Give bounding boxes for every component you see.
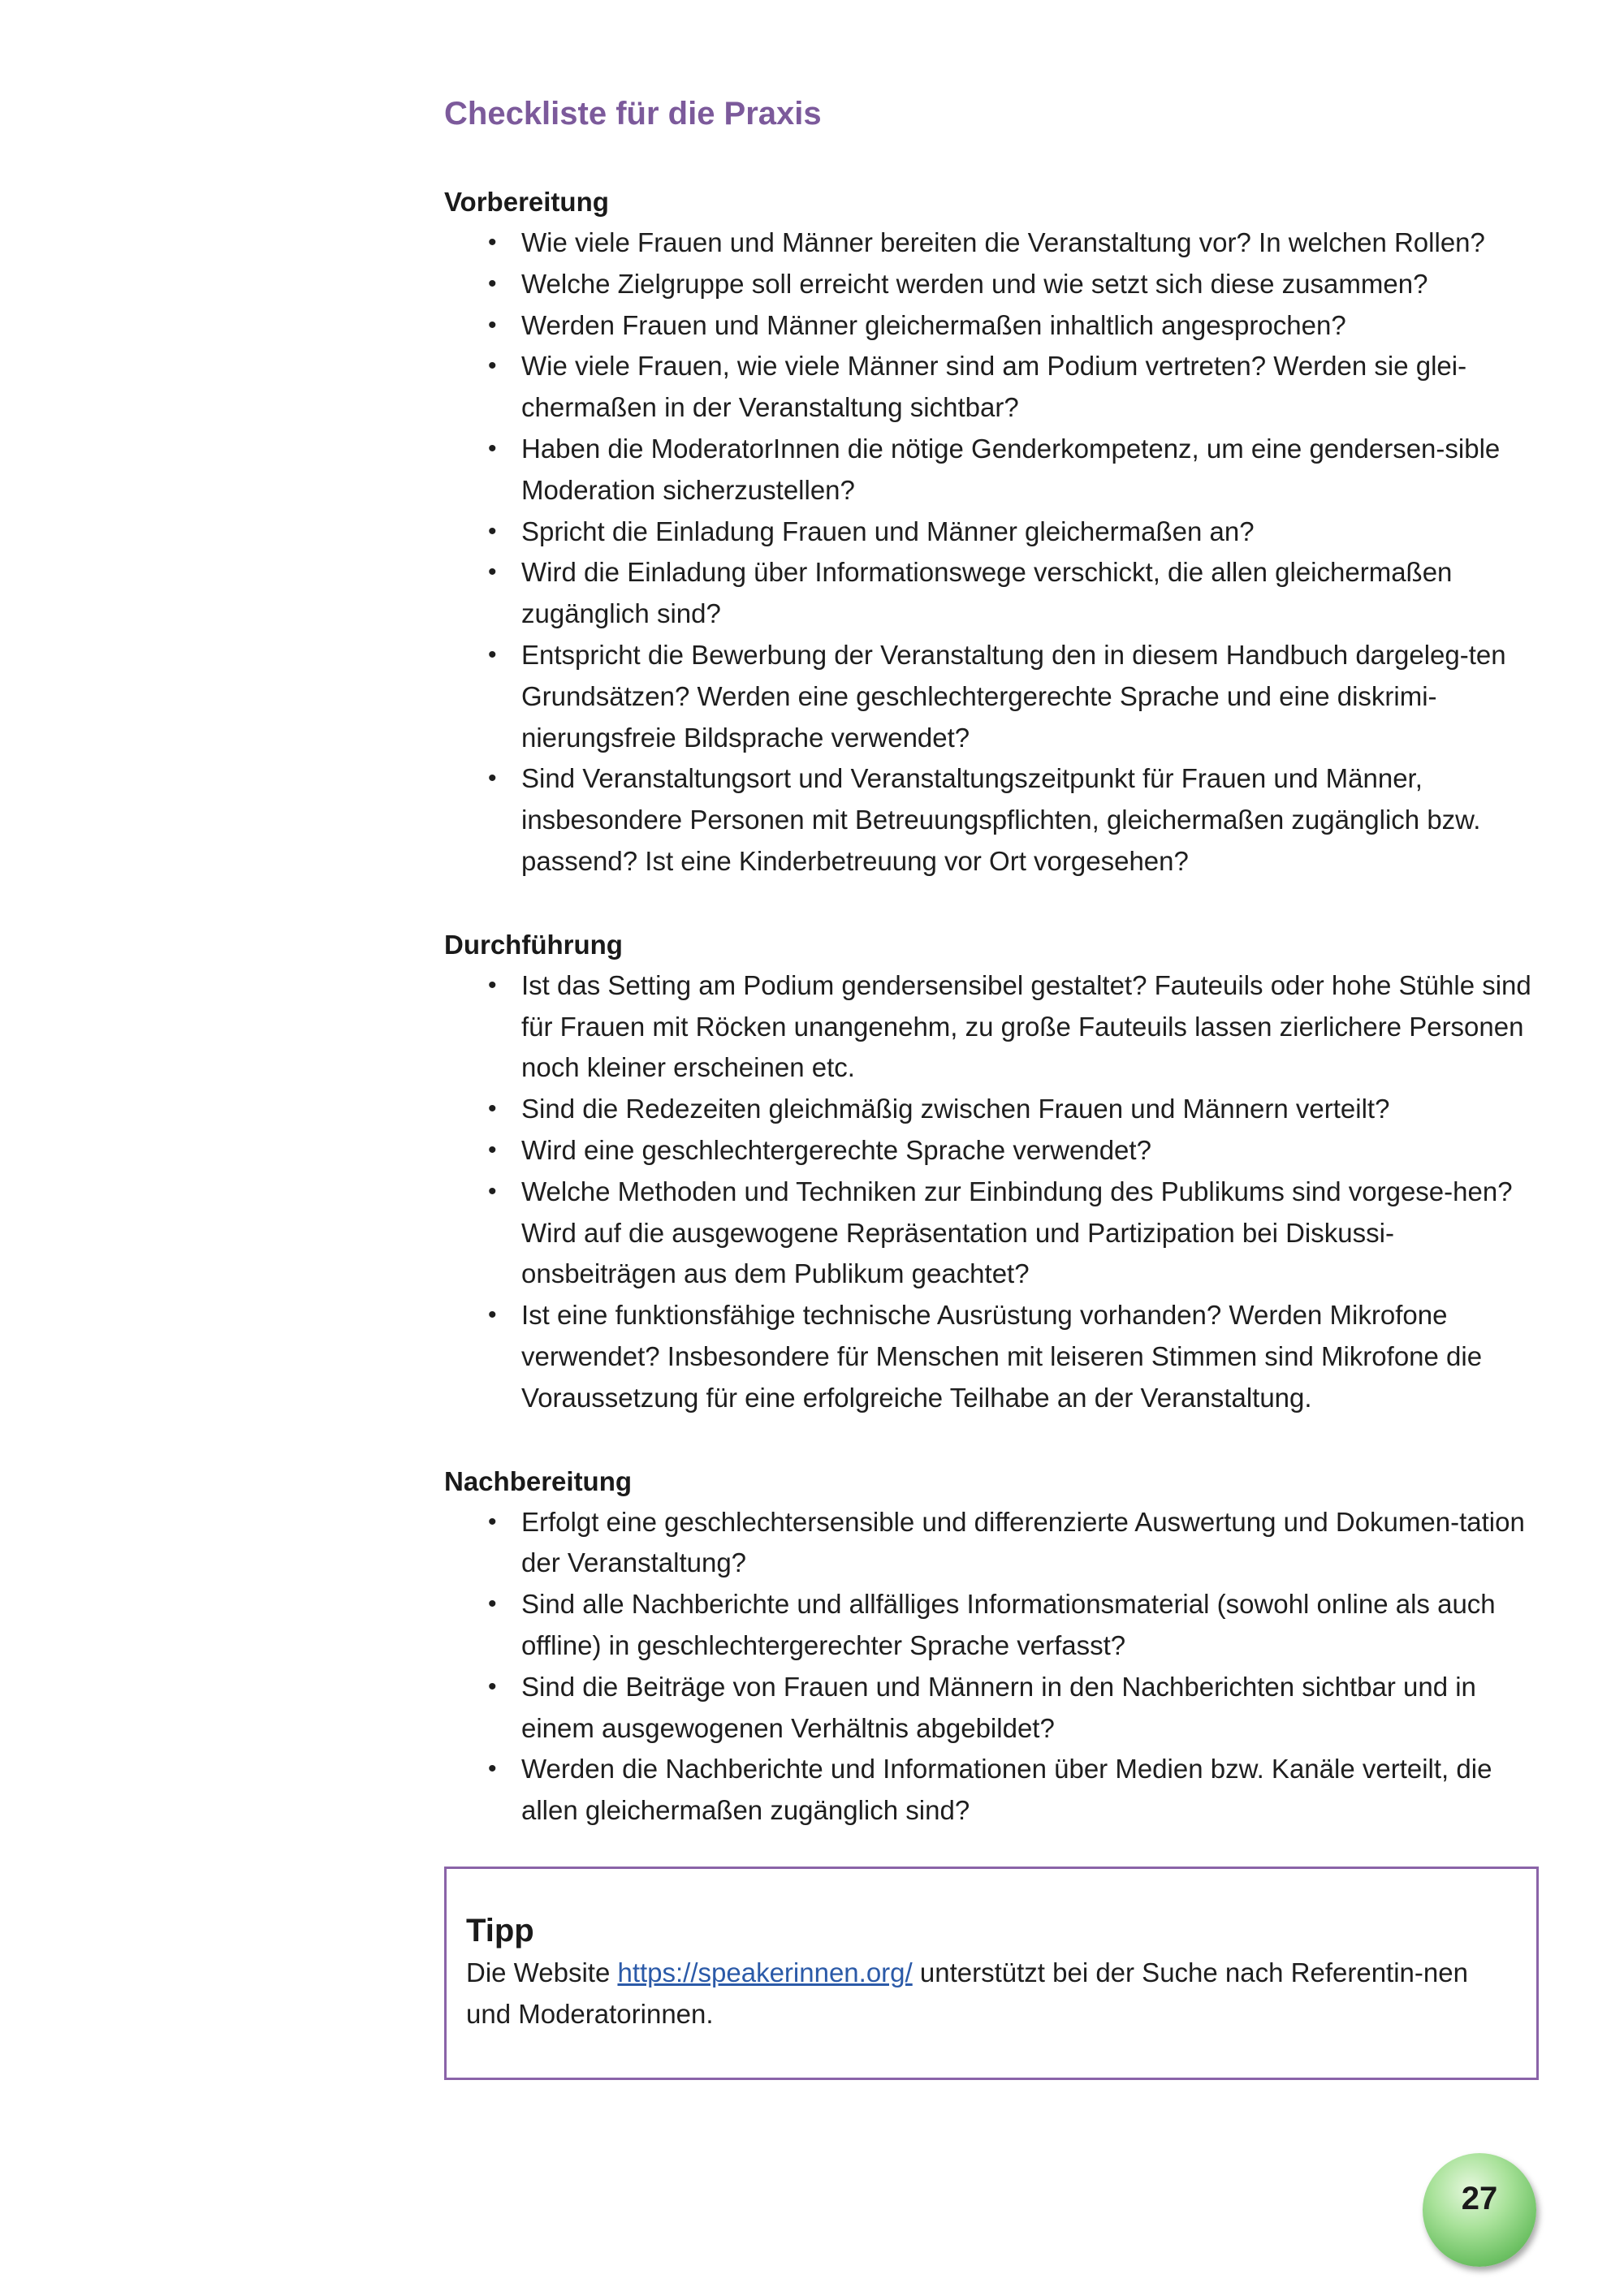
checklist-item <box>444 222 1540 264</box>
checklist-item-text: Sind die Beiträge von Frauen und Männern in den Nachberichten sichtbar und in einem ausgewogenen Verhältnis abgebildet? <box>521 1671 1476 1743</box>
bullet-icon: • <box>488 1755 497 1783</box>
bullet-icon: • <box>488 517 497 545</box>
page-content <box>444 88 1540 1874</box>
bullet-icon: • <box>488 434 497 462</box>
bullet-icon: • <box>488 1136 497 1163</box>
bullet-icon: • <box>488 1590 497 1618</box>
tip-text <box>466 1952 1517 2035</box>
bullet-icon: • <box>488 641 497 668</box>
checklist-item <box>444 758 1540 882</box>
checklist-item-text: Haben die ModeratorInnen die nötige Genderkompetenz, um eine gendersen-sible Moderation sicherzustellen? <box>521 433 1501 505</box>
checklist-item <box>444 635 1540 758</box>
section-heading: Nachbereitung <box>444 1465 633 1496</box>
checklist <box>444 1502 1540 1832</box>
checklist-item-text: Wie viele Frauen und Männer bereiten die Veranstaltung vor? In welchen Rollen? <box>521 227 1485 257</box>
checklist-item-text: Erfolgt eine geschlechtersensible und differenzierte Auswertung und Dokumen-tation der Veranstaltung? <box>521 1506 1525 1578</box>
page-title: Checkliste für die Praxis <box>444 96 822 132</box>
checklist-item-text: Werden Frauen und Männer gleichermaßen inhaltlich angesprochen? <box>521 309 1346 340</box>
checklist-item <box>444 1130 1540 1172</box>
checklist-item-text: Sind die Redezeiten gleichmäßig zwischen Frauen und Männern verteilt? <box>521 1094 1390 1124</box>
bullet-icon: • <box>488 311 497 339</box>
page-number: 27 <box>1461 2180 1498 2216</box>
bullet-icon: • <box>488 1095 497 1123</box>
bullet-icon: • <box>488 1508 497 1535</box>
checklist-item-text: Wie viele Frauen, wie viele Männer sind am Podium vertreten? Werden sie glei-chermaßen in der Veranstaltung sichtbar? <box>521 351 1467 423</box>
bullet-icon: • <box>488 559 497 586</box>
checklist-item-text: Sind alle Nachberichte und allfälliges Informationsmaterial (sowohl online als auch offline) in geschlechtergerechter Sprache verfasst? <box>521 1589 1496 1660</box>
checklist-item-text: Spricht die Einladung Frauen und Männer gleichermaßen an? <box>521 516 1255 546</box>
checklist <box>444 965 1540 1419</box>
bullet-icon: • <box>488 1301 497 1329</box>
checklist-sections <box>444 182 1540 1832</box>
bullet-icon: • <box>488 352 497 380</box>
checklist-item <box>444 1502 1540 1585</box>
bullet-icon: • <box>488 1672 497 1700</box>
speakerinnen-link[interactable]: https://speakerinnen.org/ <box>617 1957 913 1987</box>
checklist-item <box>444 1749 1540 1832</box>
checklist-item-text: Welche Zielgruppe soll erreicht werden und wie setzt sich diese zusammen? <box>521 268 1428 299</box>
checklist-item <box>444 264 1540 305</box>
checklist-item-text: Werden die Nachberichte und Informationen über Medien bzw. Kanäle verteilt, die allen gleichermaßen zugänglich sind? <box>521 1754 1492 1826</box>
checklist-item-text: Welche Methoden und Techniken zur Einbindung des Publikums sind vorgese-hen? Wird auf die ausgewogene Repräsentation und Partizipation bei Diskussi-onsbeiträgen aus dem Publikum geachtet? <box>521 1176 1513 1289</box>
checklist-item-text: Wird die Einladung über Informationswege verschickt, die allen gleichermaßen zugänglich sind? <box>521 557 1453 629</box>
checklist-section <box>444 182 1540 883</box>
bullet-icon: • <box>488 229 497 256</box>
bullet-icon: • <box>488 270 497 297</box>
bullet-icon: • <box>488 971 497 999</box>
tip-text-before: Die Website <box>466 1957 618 1987</box>
bullet-icon: • <box>488 1177 497 1205</box>
section-heading: Durchführung <box>444 929 623 960</box>
checklist-item-text: Sind Veranstaltungsort und Veranstaltungszeitpunkt für Frauen und Männer, insbesondere Personen mit Betreuungspflichten, gleichermaßen zugänglich bzw. passend? Ist eine Kinderbetreuung vor Ort vorgesehen? <box>521 763 1481 876</box>
checklist-item-text: Ist eine funktionsfähige technische Ausrüstung vorhanden? Werden Mikrofone verwendet? Insbesondere für Menschen mit leiseren Stimmen sind Mikrofone die Voraussetzung für eine erfolgreiche Teilhabe an der Veranstaltung. <box>521 1300 1483 1413</box>
page-number-badge <box>1423 2153 1536 2267</box>
checklist-item <box>444 511 1540 553</box>
checklist-item-text: Ist das Setting am Podium gendersensibel gestaltet? Fauteuils oder hohe Stühle sind für Frauen mit Röcken unangenehm, zu große Fauteuils lassen zierlichere Personen noch kleiner erscheinen etc. <box>521 969 1531 1083</box>
checklist <box>444 222 1540 883</box>
checklist-item <box>444 305 1540 347</box>
checklist-item-text: Wird eine geschlechtergerechte Sprache verwendet? <box>521 1134 1151 1165</box>
checklist-item <box>444 1584 1540 1667</box>
checklist-item <box>444 552 1540 635</box>
checklist-section <box>444 1461 1540 1832</box>
section-heading: Vorbereitung <box>444 187 609 217</box>
tip-title: Tipp <box>466 1913 534 1949</box>
bullet-icon: • <box>488 765 497 792</box>
checklist-item <box>444 1667 1540 1750</box>
checklist-item <box>444 429 1540 511</box>
tip-text-after: unterstützt bei der Suche nach Referentin-nen und Moderatorinnen. <box>466 1957 1468 2029</box>
checklist-item <box>444 346 1540 429</box>
checklist-section <box>444 925 1540 1419</box>
checklist-item <box>444 1172 1540 1295</box>
checklist-item <box>444 1295 1540 1418</box>
checklist-item <box>444 1089 1540 1130</box>
checklist-item <box>444 965 1540 1089</box>
tip-box <box>444 1867 1539 2080</box>
checklist-item-text: Entspricht die Bewerbung der Veranstaltung den in diesem Handbuch dargeleg-ten Grundsätzen? Werden eine geschlechtergerechte Sprache und eine diskrimi-nierungsfreie Bildsprache verwendet? <box>521 639 1506 753</box>
